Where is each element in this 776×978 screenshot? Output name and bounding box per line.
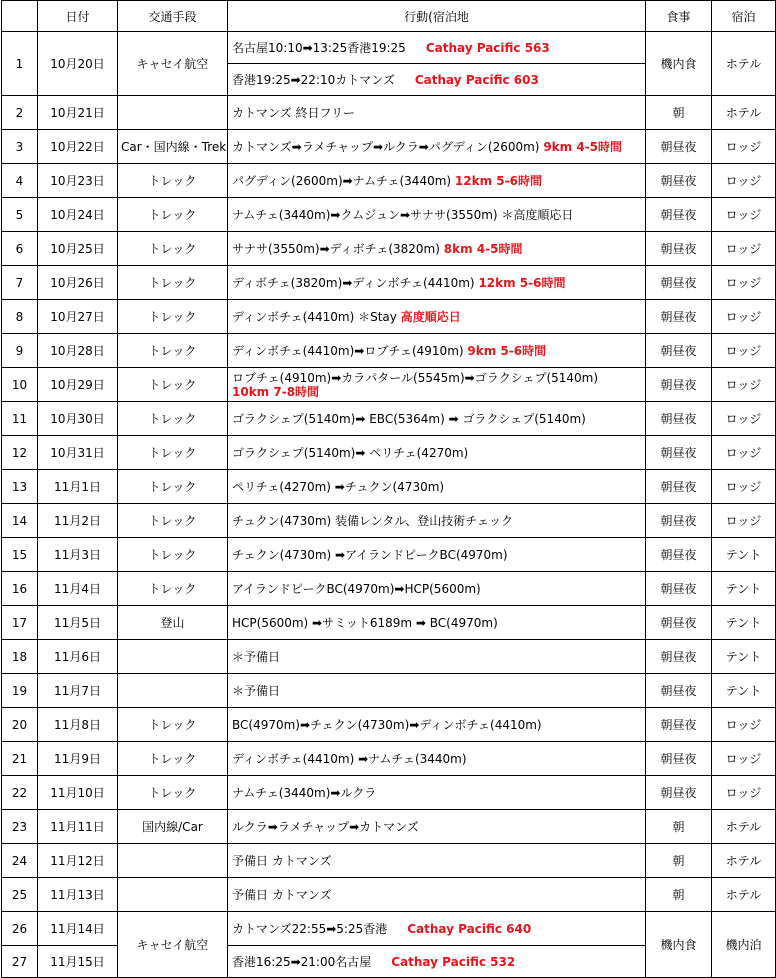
- row-transport: トレック: [118, 776, 228, 810]
- table-row: [2, 198, 776, 232]
- activity-text: 香港19:25➡22:10カトマンズ: [232, 73, 395, 87]
- activity-text: BC(4970m)➡チェクン(4730m)➡ディンボチェ(4410m): [232, 718, 542, 732]
- activity-text: ペリチェ(4270m) ➡チュクン(4730m): [232, 480, 445, 494]
- row-stay: テント: [712, 606, 776, 640]
- activity-text: チュクン(4730m) 装備レンタル、登山技術チェック: [232, 514, 513, 528]
- activity-text: ディンボチェ(4410m)➡ロブチェ(4910m): [232, 344, 464, 358]
- row-stay: 機内泊: [712, 912, 776, 978]
- table-row: [2, 470, 776, 504]
- row-transport: キャセイ航空: [118, 32, 228, 96]
- row-activity: [228, 232, 646, 266]
- table-row: [2, 878, 776, 912]
- activity-highlight: 12km 5-6時間: [478, 276, 566, 290]
- row-transport: トレック: [118, 266, 228, 300]
- header-stay: 宿泊: [712, 1, 776, 32]
- row-transport: キャセイ航空: [118, 912, 228, 978]
- table-row: [2, 810, 776, 844]
- row-activity: [228, 572, 646, 606]
- row-activity: [228, 946, 646, 978]
- row-number: 1: [2, 32, 38, 96]
- itinerary-table: [1, 0, 776, 978]
- activity-text: カトマンズ22:55➡5:25香港: [232, 922, 388, 936]
- row-stay: ロッジ: [712, 300, 776, 334]
- row-date: 11月2日: [38, 504, 118, 538]
- activity-text: ロブチェ(4910m)➡カラパタール(5545m)➡ゴラクシェプ(5140m): [232, 370, 599, 385]
- row-number: 13: [2, 470, 38, 504]
- row-stay: ロッジ: [712, 402, 776, 436]
- row-meal: 朝昼夜: [646, 640, 712, 674]
- activity-text: 予備日 カトマンズ: [232, 888, 332, 902]
- row-date: 11月12日: [38, 844, 118, 878]
- row-activity: [228, 402, 646, 436]
- row-number: 25: [2, 878, 38, 912]
- row-stay: ロッジ: [712, 504, 776, 538]
- row-activity: [228, 130, 646, 164]
- row-meal: 朝昼夜: [646, 300, 712, 334]
- row-date: 11月7日: [38, 674, 118, 708]
- activity-text: ディンボチェ(4410m) ➡ナムチェ(3440m): [232, 752, 467, 766]
- table-row: [2, 266, 776, 300]
- row-transport: トレック: [118, 470, 228, 504]
- row-number: 11: [2, 402, 38, 436]
- row-transport: トレック: [118, 504, 228, 538]
- table-row: [2, 504, 776, 538]
- row-meal: 朝昼夜: [646, 538, 712, 572]
- row-stay: ロッジ: [712, 266, 776, 300]
- itinerary-body: [2, 32, 776, 978]
- activity-text: チェクン(4730m) ➡アイランドピークBC(4970m): [232, 548, 508, 562]
- row-meal: 朝昼夜: [646, 504, 712, 538]
- activity-highlight: 10km 7-8時間: [232, 384, 320, 399]
- row-number: 19: [2, 674, 38, 708]
- row-stay: ロッジ: [712, 776, 776, 810]
- row-transport: [118, 878, 228, 912]
- activity-text: カトマンズ➡ラメチャップ➡ルクラ➡パグディン(2600m): [232, 140, 540, 154]
- row-activity: [228, 674, 646, 708]
- activity-text: アイランドピークBC(4970m)➡HCP(5600m): [232, 582, 481, 596]
- row-meal: 朝昼夜: [646, 266, 712, 300]
- row-transport: Car・国内線・Trek: [118, 130, 228, 164]
- row-date: 10月21日: [38, 96, 118, 130]
- row-stay: ロッジ: [712, 232, 776, 266]
- activity-text: カトマンズ 終日フリー: [232, 106, 355, 120]
- row-number: 20: [2, 708, 38, 742]
- row-date: 10月30日: [38, 402, 118, 436]
- row-transport: トレック: [118, 164, 228, 198]
- header-meal: 食事: [646, 1, 712, 32]
- row-stay: ロッジ: [712, 708, 776, 742]
- table-row: [2, 572, 776, 606]
- activity-text: 名古屋10:10➡13:25香港19:25: [232, 41, 406, 55]
- activity-text: ナムチェ(3440m)➡クムジュン➡サナサ(3550m) ＊高度順応日: [232, 208, 574, 222]
- row-transport: トレック: [118, 198, 228, 232]
- row-activity: [228, 470, 646, 504]
- row-number: 3: [2, 130, 38, 164]
- activity-highlight: 9km 5-6時間: [467, 344, 547, 358]
- table-row: [2, 708, 776, 742]
- row-stay: ロッジ: [712, 470, 776, 504]
- activity-highlight: 8km 4-5時間: [443, 242, 523, 256]
- row-stay: ホテル: [712, 844, 776, 878]
- table-row: [2, 130, 776, 164]
- row-activity: [228, 266, 646, 300]
- table-row: [2, 32, 776, 64]
- row-transport: [118, 844, 228, 878]
- row-meal: 朝昼夜: [646, 198, 712, 232]
- row-stay: ロッジ: [712, 334, 776, 368]
- row-number: 2: [2, 96, 38, 130]
- activity-highlight: Cathay Pacific 603: [414, 73, 539, 87]
- row-date: 11月11日: [38, 810, 118, 844]
- row-date: 11月13日: [38, 878, 118, 912]
- table-row: [2, 368, 776, 402]
- row-transport: トレック: [118, 708, 228, 742]
- row-meal: 朝昼夜: [646, 334, 712, 368]
- header-row: [2, 1, 776, 32]
- row-date: 11月14日: [38, 912, 118, 946]
- row-stay: ロッジ: [712, 436, 776, 470]
- row-number: 23: [2, 810, 38, 844]
- row-meal: 朝昼夜: [646, 674, 712, 708]
- row-date: 10月27日: [38, 300, 118, 334]
- row-transport: [118, 674, 228, 708]
- table-row: [2, 232, 776, 266]
- row-number: 14: [2, 504, 38, 538]
- row-meal: 朝昼夜: [646, 606, 712, 640]
- activity-text: HCP(5600m) ➡サミット6189m ➡ BC(4970m): [232, 616, 498, 630]
- activity-text: サナサ(3550m)➡ディボチェ(3820m): [232, 242, 440, 256]
- row-activity: [228, 810, 646, 844]
- row-date: 10月31日: [38, 436, 118, 470]
- row-meal: 朝: [646, 844, 712, 878]
- row-date: 11月9日: [38, 742, 118, 776]
- row-stay: テント: [712, 674, 776, 708]
- row-stay: ホテル: [712, 96, 776, 130]
- row-meal: 朝昼夜: [646, 776, 712, 810]
- row-date: 10月23日: [38, 164, 118, 198]
- row-date: 10月20日: [38, 32, 118, 96]
- row-number: 15: [2, 538, 38, 572]
- row-date: 11月4日: [38, 572, 118, 606]
- row-meal: 朝昼夜: [646, 402, 712, 436]
- row-number: 24: [2, 844, 38, 878]
- row-number: 26: [2, 912, 38, 946]
- row-meal: 朝昼夜: [646, 164, 712, 198]
- row-activity: [228, 32, 646, 64]
- row-date: 10月24日: [38, 198, 118, 232]
- header-activity: 行動(宿泊地: [228, 1, 646, 32]
- table-row: [2, 844, 776, 878]
- row-date: 10月29日: [38, 368, 118, 402]
- row-transport: トレック: [118, 538, 228, 572]
- row-meal: 朝: [646, 96, 712, 130]
- activity-text: ＊予備日: [232, 684, 281, 698]
- row-date: 10月22日: [38, 130, 118, 164]
- row-activity: [228, 640, 646, 674]
- row-activity: [228, 334, 646, 368]
- row-activity: [228, 844, 646, 878]
- row-activity: [228, 164, 646, 198]
- row-activity: [228, 504, 646, 538]
- row-activity: [228, 776, 646, 810]
- row-meal: 朝: [646, 878, 712, 912]
- row-activity: [228, 742, 646, 776]
- activity-text: ナムチェ(3440m)➡ルクラ: [232, 786, 377, 800]
- row-stay: ホテル: [712, 878, 776, 912]
- row-stay: ロッジ: [712, 742, 776, 776]
- table-row: [2, 96, 776, 130]
- row-activity: [228, 538, 646, 572]
- row-activity: [228, 436, 646, 470]
- row-activity: [228, 912, 646, 946]
- row-meal: 朝昼夜: [646, 742, 712, 776]
- row-date: 11月8日: [38, 708, 118, 742]
- row-number: 9: [2, 334, 38, 368]
- row-meal: 機内食: [646, 912, 712, 978]
- row-number: 12: [2, 436, 38, 470]
- header-date: 日付: [38, 1, 118, 32]
- activity-highlight: Cathay Pacific 640: [407, 922, 532, 936]
- table-row: [2, 402, 776, 436]
- row-transport: トレック: [118, 436, 228, 470]
- table-row: [2, 606, 776, 640]
- row-stay: テント: [712, 538, 776, 572]
- row-transport: トレック: [118, 402, 228, 436]
- activity-text: ディボチェ(3820m)➡ディンボチェ(4410m): [232, 276, 475, 290]
- table-row: [2, 164, 776, 198]
- row-transport: 登山: [118, 606, 228, 640]
- activity-text: 香港16:25➡21:00名古屋: [232, 955, 372, 969]
- row-number: 6: [2, 232, 38, 266]
- row-date: 10月28日: [38, 334, 118, 368]
- table-row: [2, 912, 776, 946]
- row-transport: [118, 640, 228, 674]
- activity-highlight: Cathay Pacific 563: [425, 41, 550, 55]
- row-meal: 朝昼夜: [646, 708, 712, 742]
- row-stay: ロッジ: [712, 164, 776, 198]
- table-row: [2, 742, 776, 776]
- table-row: [2, 640, 776, 674]
- row-transport: 国内線/Car: [118, 810, 228, 844]
- activity-highlight: 12km 5-6時間: [454, 174, 542, 188]
- row-date: 11月15日: [38, 946, 118, 978]
- table-row: [2, 300, 776, 334]
- row-meal: 朝昼夜: [646, 572, 712, 606]
- row-meal: 朝昼夜: [646, 470, 712, 504]
- row-number: 4: [2, 164, 38, 198]
- row-activity: [228, 878, 646, 912]
- activity-highlight: 9km 4-5時間: [543, 140, 623, 154]
- activity-text: ＊予備日: [232, 650, 281, 664]
- row-transport: トレック: [118, 368, 228, 402]
- activity-text: ディンボチェ(4410m) ＊Stay: [232, 310, 397, 324]
- row-stay: ロッジ: [712, 130, 776, 164]
- activity-text: 予備日 カトマンズ: [232, 854, 332, 868]
- row-meal: 朝昼夜: [646, 368, 712, 402]
- row-date: 11月1日: [38, 470, 118, 504]
- row-stay: ホテル: [712, 32, 776, 96]
- row-transport: [118, 96, 228, 130]
- row-meal: 機内食: [646, 32, 712, 96]
- row-transport: トレック: [118, 334, 228, 368]
- row-stay: ホテル: [712, 810, 776, 844]
- row-date: 11月10日: [38, 776, 118, 810]
- row-number: 18: [2, 640, 38, 674]
- row-date: 11月5日: [38, 606, 118, 640]
- row-date: 11月3日: [38, 538, 118, 572]
- row-date: 11月6日: [38, 640, 118, 674]
- row-activity: [228, 368, 646, 402]
- table-row: [2, 538, 776, 572]
- row-date: 10月25日: [38, 232, 118, 266]
- header-transport: 交通手段: [118, 1, 228, 32]
- row-activity: [228, 606, 646, 640]
- row-transport: トレック: [118, 232, 228, 266]
- row-number: 16: [2, 572, 38, 606]
- row-number: 7: [2, 266, 38, 300]
- row-activity: [228, 198, 646, 232]
- row-meal: 朝昼夜: [646, 436, 712, 470]
- row-meal: 朝昼夜: [646, 130, 712, 164]
- activity-text: パグディン(2600m)➡ナムチェ(3440m): [232, 174, 452, 188]
- header-no: [2, 1, 38, 32]
- row-transport: トレック: [118, 572, 228, 606]
- table-row: [2, 776, 776, 810]
- row-date: 10月26日: [38, 266, 118, 300]
- row-number: 10: [2, 368, 38, 402]
- row-number: 27: [2, 946, 38, 978]
- row-activity: [228, 300, 646, 334]
- row-number: 22: [2, 776, 38, 810]
- activity-text: ルクラ➡ラメチャップ➡カトマンズ: [232, 820, 419, 834]
- row-number: 8: [2, 300, 38, 334]
- activity-highlight: 高度順応日: [400, 310, 461, 324]
- activity-text: ゴラクシェプ(5140m)➡ ペリチェ(4270m): [232, 446, 469, 460]
- activity-text: ゴラクシェプ(5140m)➡ EBC(5364m) ➡ ゴラクシェプ(5140m): [232, 412, 586, 426]
- row-transport: トレック: [118, 742, 228, 776]
- row-transport: トレック: [118, 300, 228, 334]
- row-stay: ロッジ: [712, 198, 776, 232]
- table-row: [2, 334, 776, 368]
- row-number: 17: [2, 606, 38, 640]
- row-meal: 朝昼夜: [646, 232, 712, 266]
- row-activity: [228, 96, 646, 130]
- table-row: [2, 436, 776, 470]
- row-stay: テント: [712, 640, 776, 674]
- table-row: [2, 674, 776, 708]
- row-number: 5: [2, 198, 38, 232]
- row-meal: 朝: [646, 810, 712, 844]
- row-stay: ロッジ: [712, 368, 776, 402]
- row-number: 21: [2, 742, 38, 776]
- row-stay: テント: [712, 572, 776, 606]
- row-activity: [228, 708, 646, 742]
- activity-highlight: Cathay Pacific 532: [391, 955, 516, 969]
- row-activity: [228, 64, 646, 96]
